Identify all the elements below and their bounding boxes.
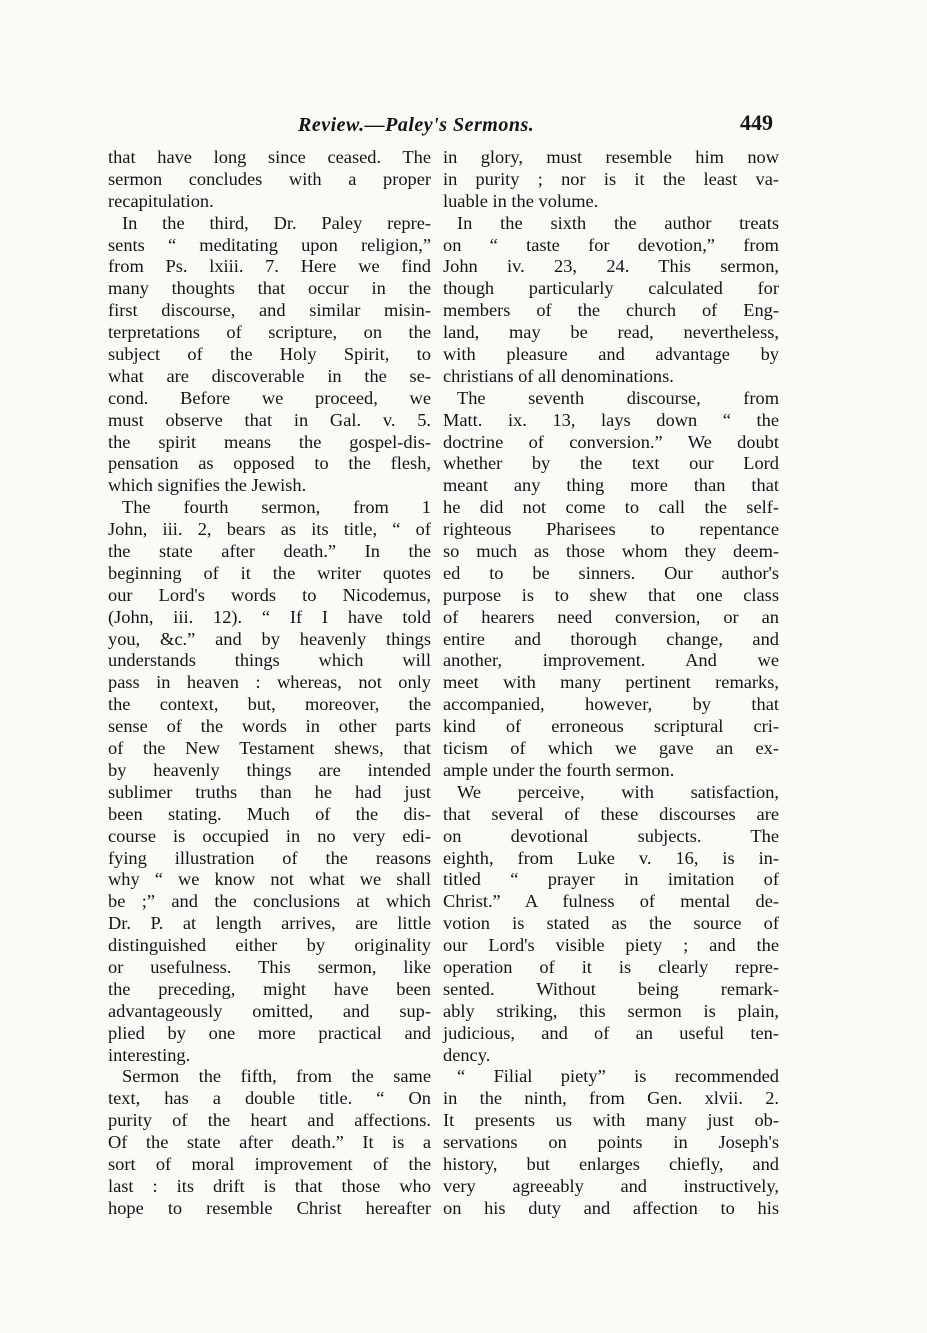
left-column (108, 147, 431, 1220)
text-line: meant any thing more than that (443, 475, 779, 496)
page-number: 449 (740, 110, 773, 135)
text-line: very agreeably and instructively, (443, 1175, 779, 1196)
text-line: many thoughts that occur in the (108, 278, 431, 299)
text-line: distinguished either by originality (108, 935, 431, 956)
text-line: interesting. (108, 1044, 191, 1065)
text-line: history, but enlarges chiefly, and (443, 1153, 779, 1174)
text-line: subject of the Holy Spirit, to (108, 344, 431, 365)
text-line: last : its drift is that those who (108, 1175, 431, 1196)
right-column (443, 147, 779, 1220)
text-line: of the New Testament shews, that (108, 738, 431, 759)
text-line: which signifies the Jewish. (108, 475, 307, 496)
text-line: been stating. Much of the dis- (108, 803, 431, 824)
text-line: on devotional subjects. The (443, 825, 779, 846)
text-line: must observe that in Gal. v. 5. (108, 409, 431, 430)
text-line: advantageously omitted, and sup- (108, 1000, 431, 1021)
text-line: whether by the text our Lord (443, 453, 779, 474)
text-line: that several of these discourses are (443, 803, 779, 824)
text-line: John iv. 23, 24. This sermon, (443, 256, 779, 277)
text-line: ample under the fourth sermon. (443, 759, 675, 780)
text-line: entire and thorough change, and (443, 628, 779, 649)
text-line: be ;” and the conclusions at which (108, 891, 431, 912)
text-line: purity of the heart and affections. (108, 1110, 431, 1131)
page-header (108, 108, 788, 142)
text-line: The fourth sermon, from 1 (122, 497, 431, 518)
text-line: the preceding, might have been (108, 978, 431, 999)
text-line: another, improvement. And we (443, 650, 779, 671)
text-line: cond. Before we proceed, we (108, 387, 431, 408)
text-line: sented. Without being remark- (443, 978, 779, 999)
text-line: members of the church of Eng- (443, 300, 779, 321)
text-line: Christ.” A fulness of mental de- (443, 891, 779, 912)
text-line: understands things which will (108, 650, 431, 671)
text-line: In the sixth the author treats (457, 212, 779, 233)
text-line: sort of moral improvement of the (108, 1153, 431, 1174)
text-line: operation of it is clearly repre- (443, 956, 779, 977)
text-line: luable in the volume. (443, 190, 599, 211)
text-line: eighth, from Luke v. 16, is in- (443, 847, 779, 868)
text-line: you, &c.” and by heavenly things (108, 628, 431, 649)
text-line: course is occupied in no very edi- (108, 825, 431, 846)
text-line: he did not come to call the self- (443, 497, 779, 518)
text-line: ed to be sinners. Our author's (443, 562, 779, 583)
text-line: sense of the words in other parts (108, 716, 431, 737)
text-line: or usefulness. This sermon, like (108, 956, 431, 977)
text-line: pass in heaven : whereas, not only (108, 672, 431, 693)
text-line: purpose is to shew that one class (443, 584, 779, 605)
text-line: Matt. ix. 13, lays down “ the (443, 409, 779, 430)
text-line: In the third, Dr. Paley repre- (122, 212, 431, 233)
text-line: Sermon the fifth, from the same (122, 1066, 431, 1087)
text-line: It presents us with many just ob- (443, 1110, 779, 1131)
text-line: meet with many pertinent remarks, (443, 672, 779, 693)
text-line: John, iii. 2, bears as its title, “ of (108, 519, 431, 540)
text-line: on his duty and affection to his (443, 1197, 779, 1218)
text-line: votion is stated as the source of (443, 913, 779, 934)
text-line: sublimer truths than he had just (108, 781, 431, 802)
text-line: in purity ; nor is it the least va- (443, 168, 779, 189)
text-line: judicious, and of an useful ten- (443, 1022, 779, 1043)
text-line: ably striking, this sermon is plain, (443, 1000, 779, 1021)
text-line: christians of all denominations. (443, 365, 674, 386)
text-line: Of the state after death.” It is a (108, 1132, 431, 1153)
text-line: kind of erroneous scriptural cri- (443, 716, 779, 737)
text-line: the spirit means the gospel-dis- (108, 431, 431, 452)
text-line: recapitulation. (108, 190, 214, 211)
text-line: The seventh discourse, from (457, 387, 779, 408)
text-line: servations on points in Joseph's (443, 1132, 779, 1153)
text-line: hope to resemble Christ hereafter (108, 1197, 431, 1218)
text-line: what are discoverable in the se- (108, 365, 431, 386)
text-line: ticism of which we gave an ex- (443, 738, 779, 759)
text-line: our Lord's words to Nicodemus, (108, 584, 431, 605)
running-head: Review.—Paley's Sermons. (298, 114, 535, 136)
text-line: on “ taste for devotion,” from (443, 234, 779, 255)
text-line: (John, iii. 12). “ If I have told (108, 606, 431, 627)
text-line: accompanied, however, by that (443, 694, 779, 715)
text-line: though particularly calculated for (443, 278, 779, 299)
text-line: the state after death.” In the (108, 541, 431, 562)
text-line: our Lord's visible piety ; and the (443, 935, 779, 956)
text-line: from Ps. lxiii. 7. Here we find (108, 256, 431, 277)
text-line: titled “ prayer in imitation of (443, 869, 779, 890)
text-line: land, may be read, nevertheless, (443, 322, 779, 343)
text-line: that have long since ceased. The (108, 147, 431, 167)
text-line: We perceive, with satisfaction, (457, 781, 779, 802)
text-line: so much as those whom they deem- (443, 541, 779, 562)
text-line: beginning of it the writer quotes (108, 562, 431, 583)
text-line: in glory, must resemble him now (443, 147, 779, 167)
text-line: in the ninth, from Gen. xlvii. 2. (443, 1088, 779, 1109)
text-line: text, has a double title. “ On (108, 1088, 431, 1109)
text-line: righteous Pharisees to repentance (443, 519, 779, 540)
text-line: plied by one more practical and (108, 1022, 431, 1043)
text-line: terpretations of scripture, on the (108, 322, 431, 343)
text-line: dency. (443, 1044, 491, 1065)
text-line: with pleasure and advantage by (443, 344, 779, 365)
text-line: sents “ meditating upon religion,” (108, 234, 431, 255)
text-line: Dr. P. at length arrives, are little (108, 913, 431, 934)
text-line: sermon concludes with a proper (108, 168, 431, 189)
text-line: fying illustration of the reasons (108, 847, 431, 868)
text-line: of hearers need conversion, or an (443, 606, 779, 627)
text-line: why “ we know not what we shall (108, 869, 431, 890)
text-line: first discourse, and similar misin- (108, 300, 431, 321)
text-line: pensation as opposed to the flesh, (108, 453, 431, 474)
text-line: “ Filial piety” is recommended (457, 1066, 779, 1087)
text-line: doctrine of conversion.” We doubt (443, 431, 779, 452)
text-line: the context, but, moreover, the (108, 694, 431, 715)
text-line: by heavenly things are intended (108, 759, 431, 780)
